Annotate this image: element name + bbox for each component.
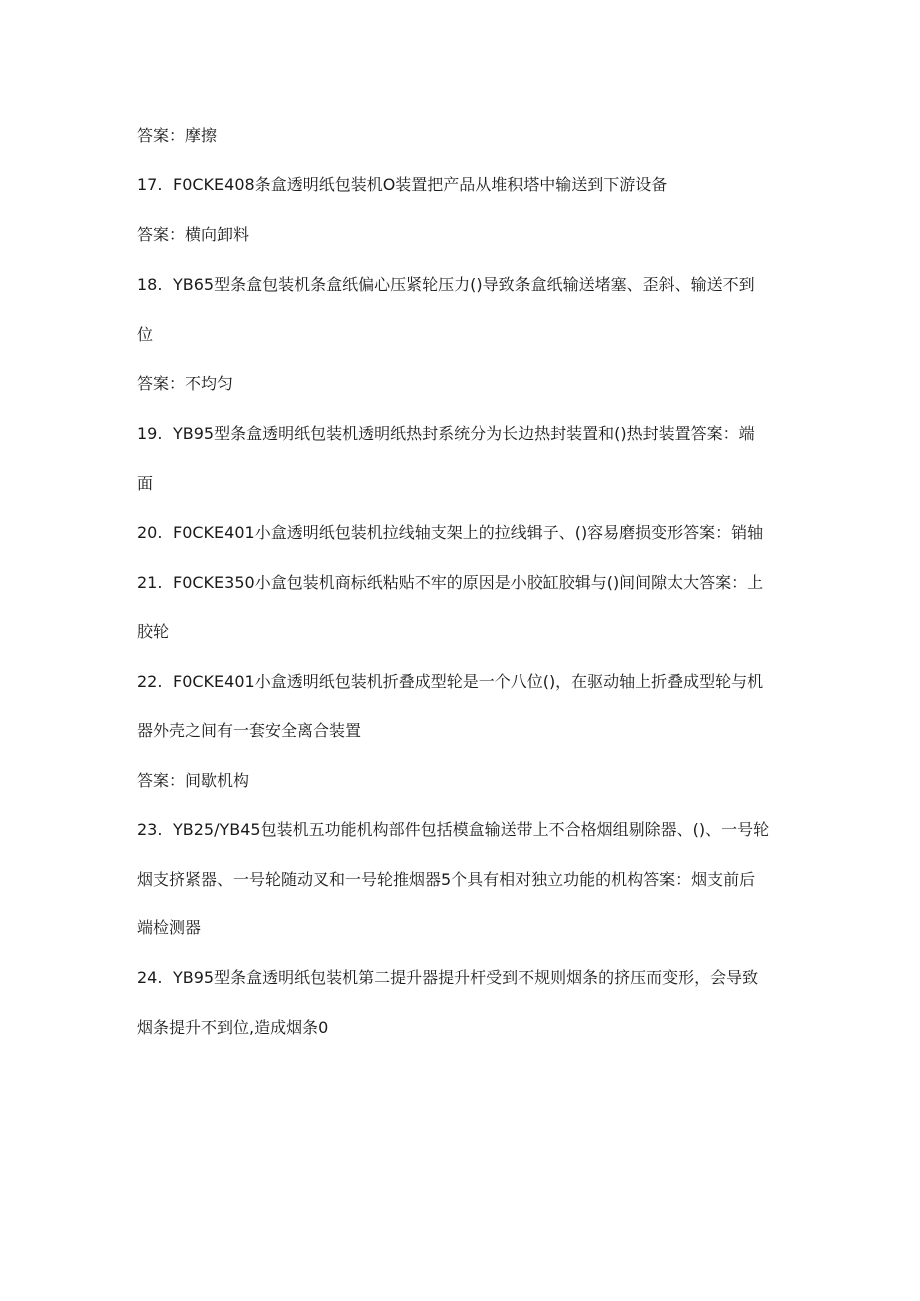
question-number: 18. [137,275,163,294]
question-text: YB25/YB45包装机五功能机构部件包括模盒输送带上不合格烟组剔除器、()、一号轮 [173,820,770,839]
question-number: 19. [137,424,163,443]
answer-16 [137,126,217,146]
answer-17 [137,225,249,245]
question-text: 位 [137,325,154,344]
question-text: 胶轮 [137,622,170,641]
question-text: 端检测器 [137,918,202,937]
question-23-continued [137,870,755,890]
answer-text: 答案：横向卸料 [137,225,250,244]
question-text: 面 [137,474,154,493]
question-number: 22. [137,672,163,691]
question-22-continued [137,721,361,741]
question-number: 20. [137,523,163,542]
question-text: 器外壳之间有一套安全离合装置 [137,721,362,740]
question-22 [137,672,763,692]
question-23-continued-2 [137,918,201,938]
answer-text: 答案：间歇机构 [137,771,250,790]
question-24 [137,968,758,988]
question-number: 21. [137,573,163,592]
answer-text: 答案：摩擦 [137,126,218,145]
question-text: F0CKE401小盒透明纸包装机折叠成型轮是一个八位()，在驱动轴上折叠成型轮与机 [173,672,764,691]
answer-22 [137,771,249,791]
answer-text: 答案：不均匀 [137,374,234,393]
question-text: F0CKE401小盒透明纸包装机拉线轴支架上的拉线辑子、()容易磨损变形答案：销轴 [173,523,764,542]
question-number: 23. [137,820,163,839]
question-text: YB95型条盒透明纸包装机透明纸热封系统分为长边热封装置和()热封装置答案：端 [173,424,755,443]
question-24-continued [137,1018,328,1038]
question-text: YB95型条盒透明纸包装机第二提升器提升杆受到不规则烟条的挤压而变形，会导致 [173,968,759,987]
question-text: YB65型条盒包装机条盒纸偏心压紧轮压力()导致条盒纸输送堵塞、歪斜、输送不到 [173,275,755,294]
question-number: 17. [137,175,163,194]
question-19 [137,424,755,444]
question-17 [137,175,667,195]
question-21-continued [137,622,169,642]
question-18-continued [137,325,153,345]
question-19-continued [137,474,153,494]
question-20 [137,523,763,543]
question-text: F0CKE408条盒透明纸包装机O装置把产品从堆积塔中输送到下游设备 [173,175,668,194]
question-number: 24. [137,968,163,987]
question-text: F0CKE350小盒包装机商标纸粘贴不牢的原因是小胶缸胶辑与()间间隙太大答案：上 [173,573,764,592]
question-text: 烟条提升不到位,造成烟条0 [137,1018,329,1037]
question-18 [137,275,755,295]
question-21 [137,573,763,593]
answer-18 [137,374,233,394]
question-text: 烟支挤紧器、一号轮随动叉和一号轮推烟器5个具有相对独立功能的机构答案：烟支前后 [137,870,756,889]
question-23 [137,820,769,840]
